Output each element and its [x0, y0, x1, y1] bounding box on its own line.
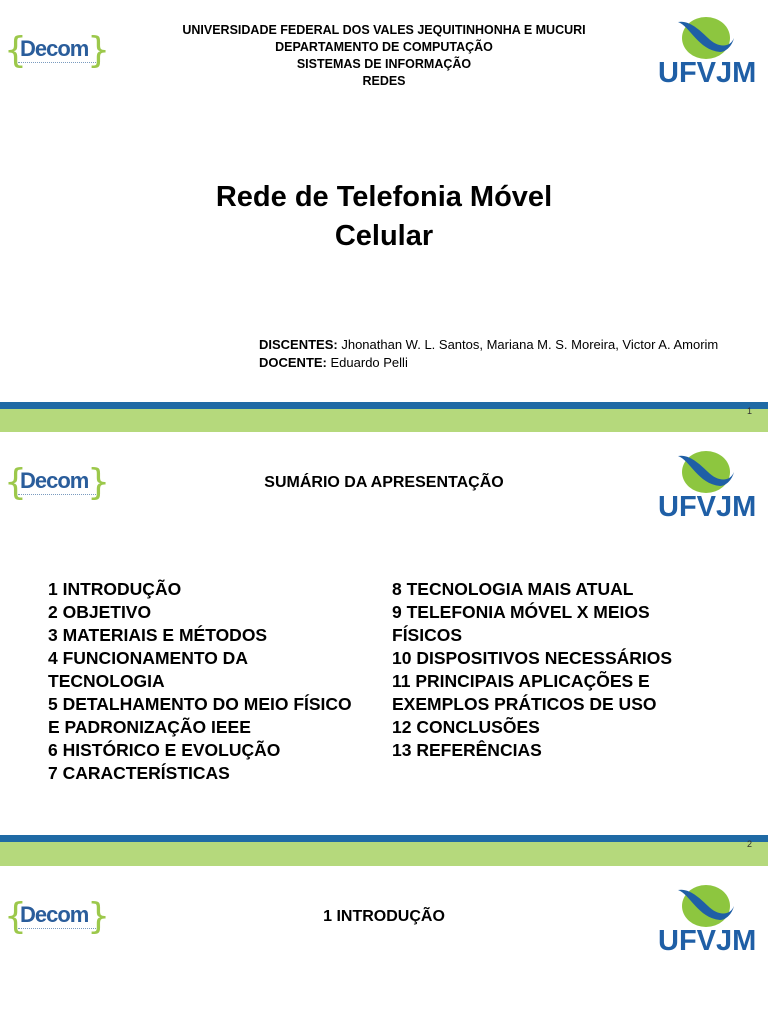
- ufvjm-logo: UFVJM: [658, 16, 754, 90]
- slide-introduction: [0, 866, 768, 1024]
- toc-item: 8 TECNOLOGIA MAIS ATUAL: [392, 579, 634, 599]
- presentation-title: Rede de Telefonia Móvel Celular: [215, 181, 553, 252]
- toc-item: 5 DETALHAMENTO DO MEIO FÍSICO E PADRONIZAÇÃO IEEE: [48, 694, 352, 737]
- institution-header: [120, 22, 648, 90]
- decom-logo: { Decom }: [4, 896, 110, 937]
- department-name: DEPARTAMENTO DE COMPUTAÇÃO: [275, 40, 493, 54]
- toc-item: 6 HISTÓRICO E EVOLUÇÃO: [48, 740, 281, 760]
- toc-item: 12 CONCLUSÕES: [392, 717, 540, 737]
- ufvjm-logo: UFVJM: [658, 884, 754, 958]
- slide-divider: [0, 402, 768, 433]
- students-line: DISCENTES: Jhonathan W. L. Santos, Mariana M. S. Moreira, Victor A. Amorim: [259, 337, 719, 352]
- ufvjm-emblem-icon: [676, 884, 736, 928]
- toc-item: 13 REFERÊNCIAS: [392, 740, 542, 760]
- toc-item: 11 PRINCIPAIS APLICAÇÕES E EXEMPLOS PRÁTICOS DE USO: [392, 671, 657, 714]
- toc-item: 1 INTRODUÇÃO: [48, 579, 182, 599]
- teacher-line: DOCENTE: Eduardo Pelli: [259, 355, 408, 370]
- toc-item: 2 OBJETIVO: [48, 602, 152, 622]
- slide-summary: [0, 432, 768, 835]
- subject-name: REDES: [362, 74, 406, 88]
- slide-divider: [0, 835, 768, 866]
- toc-item: 4 FUNCIONAMENTO DA TECNOLOGIA: [48, 648, 248, 691]
- university-name: UNIVERSIDADE FEDERAL DOS VALES JEQUITINHONHA E MUCURI: [182, 23, 586, 37]
- course-name: SISTEMAS DE INFORMAÇÃO: [296, 57, 472, 71]
- ufvjm-emblem-icon: [676, 450, 736, 494]
- decom-logo: { Decom }: [4, 462, 110, 503]
- toc-right-column: [392, 578, 722, 762]
- page-number: 1: [746, 406, 752, 416]
- page-number: 2: [746, 839, 752, 849]
- slide-title: [0, 0, 768, 402]
- toc-item: 7 CARACTERÍSTICAS: [48, 763, 230, 783]
- decom-logo: { Decom }: [4, 30, 110, 71]
- ufvjm-emblem-icon: [676, 16, 736, 60]
- toc-item: 9 TELEFONIA MÓVEL X MEIOS FÍSICOS: [392, 602, 650, 645]
- intro-title: 1 INTRODUÇÃO: [323, 908, 445, 925]
- authors-block: [259, 336, 718, 372]
- toc-item: 10 DISPOSITIVOS NECESSÁRIOS: [392, 648, 673, 668]
- toc-item: 3 MATERIAIS E MÉTODOS: [48, 625, 268, 645]
- summary-title: SUMÁRIO DA APRESENTAÇÃO: [264, 474, 504, 491]
- ufvjm-logo: UFVJM: [658, 450, 754, 524]
- toc-left-column: [48, 578, 358, 785]
